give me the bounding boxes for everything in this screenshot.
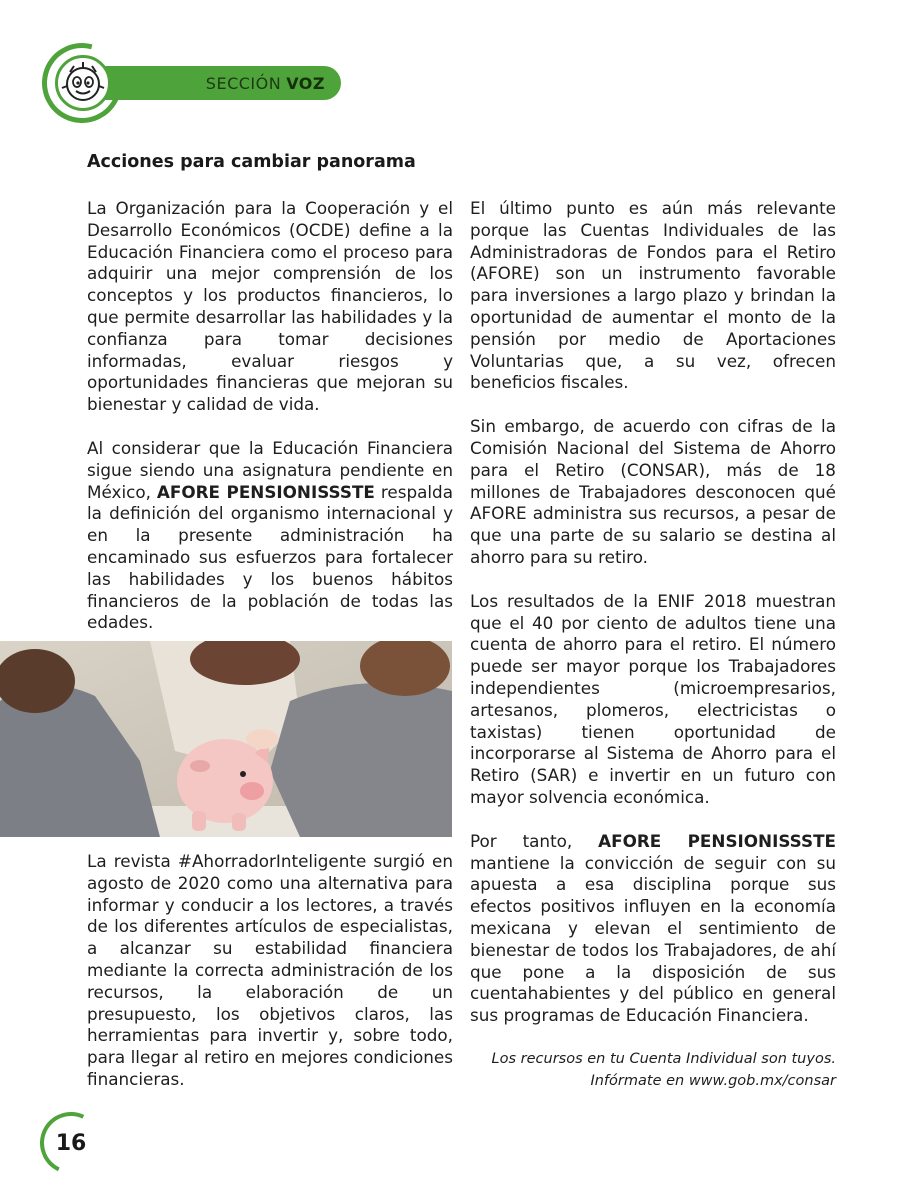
page-number: 16 bbox=[55, 1130, 87, 1156]
paragraph-text: respalda la definición del organismo internacional y en la presente administración ha encaminado sus esfuerzos para fortalecer las habilidades y los buenos hábitos financieros de la población de todas las edades. bbox=[87, 481, 453, 633]
closing-note-line1: Los recursos en tu Cuenta Individual son tuyos. bbox=[491, 1051, 836, 1067]
section-label: SECCIÓN bbox=[205, 73, 282, 93]
paragraph-afore-support bbox=[87, 438, 453, 634]
section-label-bar bbox=[96, 66, 341, 100]
paragraph-consar: Sin embargo, de acuerdo con cifras de la Comisión Nacional del Sistema de Ahorro para el Retiro (CONSAR), más de 18 millones de Trabajadores desconocen qué AFORE administra sus recursos, a pesar de que una parte de su salario se destina al ahorro para su retiro. bbox=[470, 416, 836, 567]
paragraph-conclusion bbox=[470, 831, 836, 1027]
section-label-strong: VOZ bbox=[286, 73, 325, 93]
left-column-top bbox=[87, 198, 453, 656]
right-column bbox=[470, 198, 836, 1049]
section-header bbox=[42, 40, 352, 130]
page-number-badge bbox=[40, 1112, 102, 1174]
paragraph-revista: La revista #AhorradorInteligente surgió en agosto de 2020 como una alternativa para informar y conducir a los lectores, a través de los diferentes artículos de especialistas, a alcanzar su estabilidad financiera mediante la correcta administración de los recursos, la elaboración de un presupuesto, los objetivos claros, las herramientas para invertir y, sobre todo, para llegar al retiro en mejores condiciones financieras. bbox=[87, 851, 453, 1089]
left-column-bottom bbox=[87, 851, 453, 1113]
paragraph-text: mantiene la convicción de seguir con su apuesta a esa disciplina porque sus efectos positivos influyen en la economía mexicana y elevan el sentimiento de bienestar de todos los Trabajadores, de ahí que pone a la disposición de sus cuentahabientes y del público en general sus programas de Educación Financiera. bbox=[470, 852, 836, 1026]
closing-note-line2: Infórmate en www.gob.mx/consar bbox=[590, 1073, 836, 1089]
paragraph-afore-accounts: El último punto es aún más relevante porque las Cuentas Individuales de las Administradoras de Fondos para el Retiro (AFORE) son un instrumento favorable para inversiones a largo plazo y brindan la oportunidad de aumentar el monto de la pensión por medio de Aportaciones Voluntarias que, a su vez, ofrecen beneficios fiscales. bbox=[470, 198, 836, 393]
mascot-character-icon bbox=[55, 55, 111, 111]
brand-name: AFORE PENSIONISSSTE bbox=[598, 830, 836, 851]
paragraph-enif: Los resultados de la ENIF 2018 muestran que el 40 por ciento de adultos tiene una cuenta de ahorro para el retiro. El número puede ser mayor porque los Trabajadores independientes (microempresarios, artesanos, plomeros, electricistas o taxistas) tienen oportunidad de incorporarse al Sistema de Ahorro para el Retiro (SAR) e invertir en un futuro con mayor solvencia económica. bbox=[470, 590, 836, 807]
paragraph-ocde: La Organización para la Cooperación y el Desarrollo Económicos (OCDE) define a la Educación Financiera como el proceso para adquirir una mejor comprensión de los conceptos y los productos financieros, lo que permite desarrollar las habilidades y la confianza para tomar decisiones informadas, evaluar riesgos y oportunidades financieras que mejoran su bienestar y calidad de vida. bbox=[87, 198, 453, 415]
paragraph-text: Por tanto, bbox=[470, 830, 599, 851]
piggy-bank-photo bbox=[0, 641, 452, 837]
brand-name: AFORE PENSIONISSSTE bbox=[156, 481, 375, 502]
article-heading: Acciones para cambiar panorama bbox=[87, 152, 416, 172]
paragraph-text: Al considerar que la Educación Financiera sigue siendo una asignatura pendiente en México, bbox=[87, 437, 453, 502]
closing-note bbox=[470, 1048, 836, 1092]
